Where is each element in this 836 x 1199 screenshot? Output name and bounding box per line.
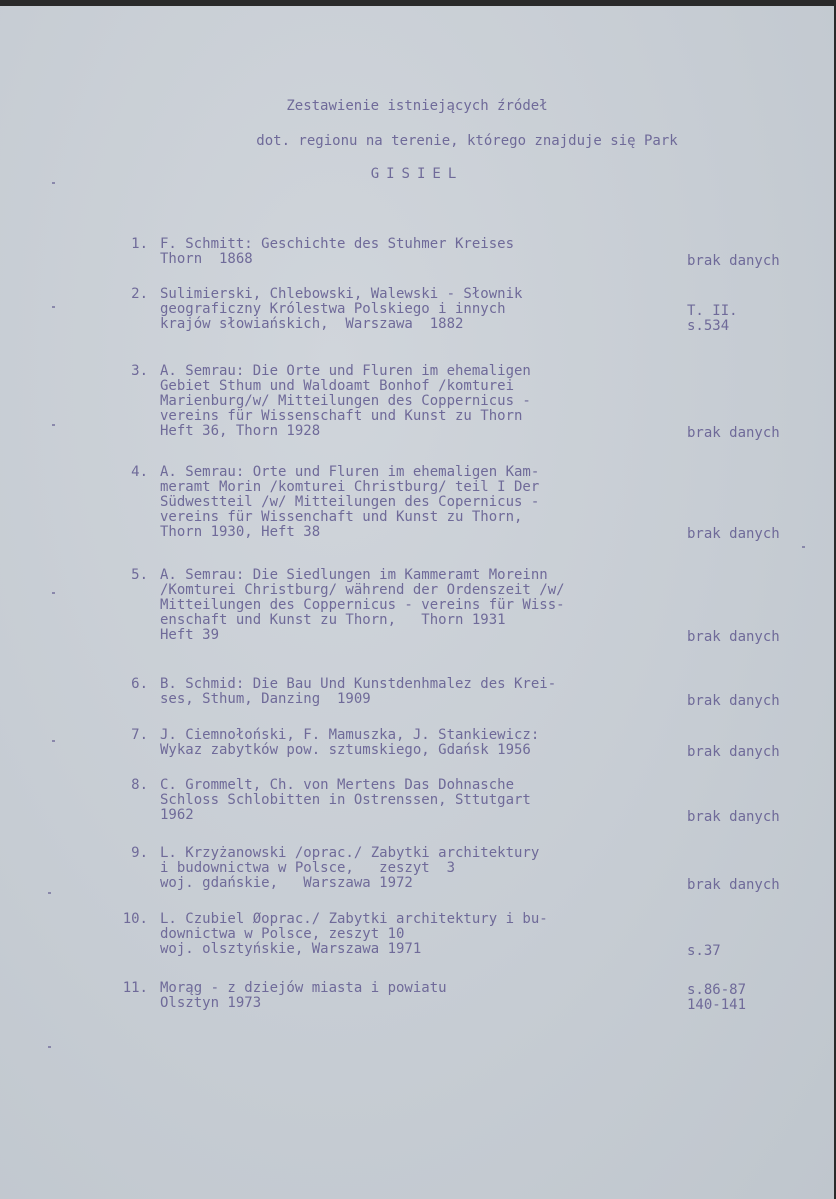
entry-reference: s.534: [687, 318, 730, 334]
entry-text-line: Sulimierski, Chlebowski, Walewski - Słownik: [160, 286, 523, 302]
entry-text-line: downictwa w Polsce, zeszyt 10: [160, 926, 405, 942]
entry-text-line: A. Semrau: Die Siedlungen im Kammeramt Moreinn: [160, 567, 548, 583]
entry-reference: brak danych: [687, 629, 780, 645]
entry-text-line: A. Semrau: Die Orte und Fluren im ehemaligen: [160, 363, 531, 379]
entry-reference: brak danych: [687, 693, 780, 709]
entry-reference: s.37: [687, 943, 721, 959]
entry-text-line: enschaft und Kunst zu Thorn, Thorn 1931: [160, 612, 506, 628]
entry-reference: T. II.: [687, 303, 738, 319]
entry-text-line: vereins für Wissenchaft und Kunst zu Thorn,: [160, 509, 523, 525]
margin-mark: [48, 1046, 51, 1048]
entry-text-line: Morąg - z dziejów miasta i powiatu: [160, 980, 447, 996]
entry-text-line: woj. olsztyńskie, Warszawa 1971: [160, 941, 422, 957]
margin-mark: [802, 546, 805, 548]
entry-text-line: C. Grommelt, Ch. von Mertens Das Dohnasche: [160, 777, 515, 793]
entry-reference: brak danych: [687, 253, 780, 269]
entry-text-line: i budownictwa w Polsce, zeszyt 3: [160, 860, 456, 876]
entry-text-line: J. Ciemnołoński, F. Mamuszka, J. Stankiewicz:: [160, 727, 540, 743]
document-subtitle: dot. regionu na terenie, którego znajduje się Park: [256, 133, 678, 149]
entry-number: 6.: [131, 676, 148, 692]
entry-text-line: /Komturei Christburg/ während der Ordenszeit /w/: [160, 582, 565, 598]
entry-text-line: L. Krzyżanowski /oprac./ Zabytki architektury: [160, 845, 540, 861]
entry-number: 5.: [131, 567, 148, 583]
entry-number: 4.: [131, 464, 148, 480]
entry-text-line: Olsztyn 1973: [160, 995, 262, 1011]
entry-number: 2.: [131, 286, 148, 302]
document-page: [0, 6, 834, 1199]
entry-number: 8.: [131, 777, 148, 793]
entry-text-line: L. Czubiel Øoprac./ Zabytki architektury i bu-: [160, 911, 548, 927]
margin-mark: [52, 182, 55, 184]
entry-reference: brak danych: [687, 526, 780, 542]
entry-text-line: Thorn 1930, Heft 38: [160, 524, 321, 540]
entry-text-line: Mitteilungen des Coppernicus - vereins für Wiss-: [160, 597, 565, 613]
entry-text-line: 1962: [160, 807, 194, 823]
entry-text-line: krajów słowiańskich, Warszawa 1882: [160, 316, 464, 332]
entry-number: 9.: [131, 845, 148, 861]
entry-text-line: Südwestteil /w/ Mitteilungen des Copernicus -: [160, 494, 540, 510]
entry-text-line: Marienburg/w/ Mitteilungen des Coppernicus -: [160, 393, 531, 409]
entry-reference: brak danych: [687, 809, 780, 825]
entry-text-line: meramt Morin /komturei Christburg/ teil I Der: [160, 479, 540, 495]
entry-text-line: Heft 39: [160, 627, 220, 643]
entry-text-line: ses, Sthum, Danzing 1909: [160, 691, 371, 707]
entry-text-line: F. Schmitt: Geschichte des Stuhmer Kreises: [160, 236, 515, 252]
margin-mark: [52, 740, 55, 742]
margin-mark: [48, 892, 51, 894]
entry-text-line: geograficzny Królestwa Polskiego i innych: [160, 301, 506, 317]
entry-text-line: Wykaz zabytków pow. sztumskiego, Gdańsk 1956: [160, 742, 531, 758]
entry-text-line: Gebiet Sthum und Waldoamt Bonhof /komturei: [160, 378, 515, 394]
margin-mark: [52, 424, 55, 426]
park-name: GISIEL: [370, 166, 464, 182]
entry-text-line: woj. gdańskie, Warszawa 1972: [160, 875, 413, 891]
entry-text-line: Thorn 1868: [160, 251, 253, 267]
entry-text-line: A. Semrau: Orte und Fluren im ehemaligen Kam-: [160, 464, 540, 480]
entry-reference: 140-141: [687, 997, 747, 1013]
margin-mark: [52, 592, 55, 594]
entry-reference: brak danych: [687, 425, 780, 441]
entry-text-line: vereins für Wissenschaft und Kunst zu Thorn: [160, 408, 523, 424]
entry-reference: brak danych: [687, 744, 780, 760]
entry-number: 3.: [131, 363, 148, 379]
margin-mark: [52, 306, 55, 308]
entry-text-line: Heft 36, Thorn 1928: [160, 423, 321, 439]
document-title: Zestawienie istniejących źródeł: [286, 98, 548, 114]
entry-number: 10.: [122, 911, 148, 927]
entry-number: 11.: [122, 980, 148, 996]
entry-reference: s.86-87: [687, 982, 747, 998]
entry-number: 7.: [131, 727, 148, 743]
entry-text-line: B. Schmid: Die Bau Und Kunstdenhmalez des Krei-: [160, 676, 557, 692]
entry-text-line: Schloss Schlobitten in Ostrenssen, Sttutgart: [160, 792, 531, 808]
entry-reference: brak danych: [687, 877, 780, 893]
entry-number: 1.: [131, 236, 148, 252]
